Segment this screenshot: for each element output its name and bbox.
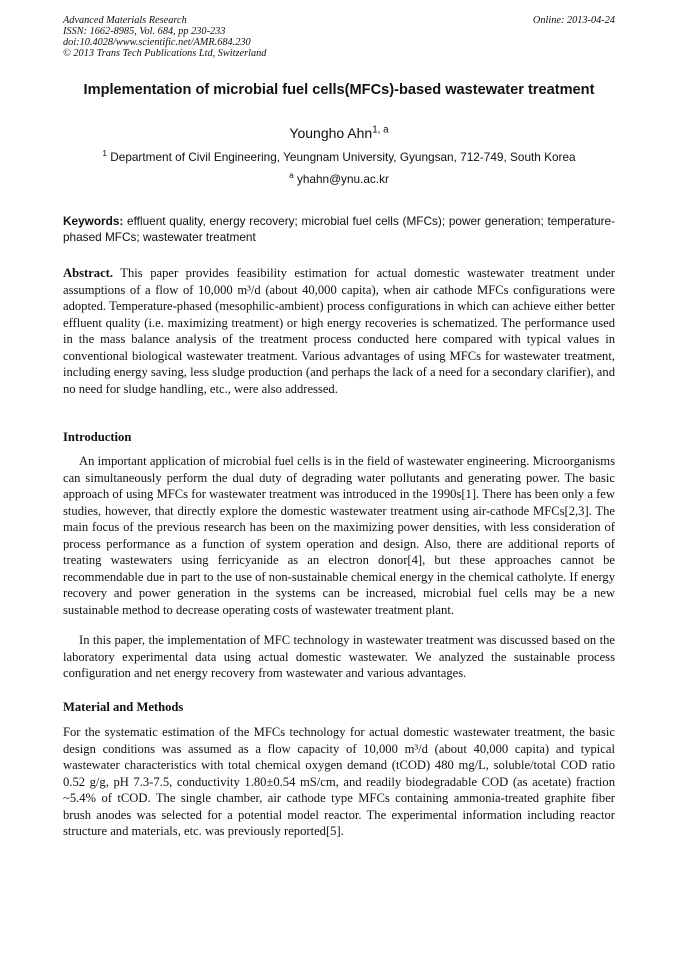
introduction-heading: Introduction xyxy=(63,430,132,444)
methods-paragraph-1: For the systematic estimation of the MFCs technology for actual domestic wastewater treatment, the basic design conditions was assumed as a flow capacity of 10,000 m³/d (about 40,000 capita) and typical wastewater characteristics with total chemical oxygen demand (tCOD) 480 mg/L, soluble/total COD ratio 0.52 g/g, pH 7.3-7.5, conductivity 1.80±0.54 mS/cm, and readily biodegradable COD (as acetate) fraction ~5.4% of tCOD. The single chamber, air cathode type MFCs containing ammonia-treated graphite fiber brush anodes was selected for a potential model reactor. The experimental information including reactor structure and materials, etc. was previously reported[5]. xyxy=(63,725,615,838)
introduction-paragraph-2: In this paper, the implementation of MFC technology in wastewater treatment was discussed based on the laboratory experimental data using actual domestic wastewater. We analyzed the sustainable process configuration and net energy recovery from wastewater and various advantages. xyxy=(63,633,615,680)
affiliation xyxy=(63,150,615,164)
author xyxy=(63,125,615,141)
keywords xyxy=(63,213,615,245)
affiliation-text: Department of Civil Engineering, Yeungnam University, Gyungsan, 712-749, South Korea xyxy=(110,150,576,164)
author-marks: 1, a xyxy=(372,124,389,136)
methods-heading: Material and Methods xyxy=(63,700,184,714)
copyright: © 2013 Trans Tech Publications Ltd, Switzerland xyxy=(63,48,267,59)
paper-title: Implementation of microbial fuel cells(MFCs)-based wastewater treatment xyxy=(83,82,595,98)
affiliation-mark: 1 xyxy=(102,149,107,159)
abstract xyxy=(63,265,615,397)
keywords-label: Keywords: xyxy=(63,214,124,228)
journal-name: Advanced Materials Research xyxy=(63,15,187,26)
online-date: Online: 2013-04-24 xyxy=(532,15,615,26)
author-name: Youngho Ahn xyxy=(289,125,373,141)
introduction-paragraph-1: An important application of microbial fuel cells is in the field of wastewater engineering. Microorganisms can simultaneously perform the dual duty of degrading water pollutants and generating power. The basic approach of using MFCs for wastewater treatment was introduced in the 1990s[1]. There has been only a few studies, however, that directly explore the domestic wastewater treatment using air-cathode MFCs[2,3]. The main focus of the previous research has been on the maximizing power densities, with less consideration of process performance as a function of system operation and design. Also, there are additional reports of treating wastewaters using ferricyanide as an electron donor[4], but these approaches cannot be recommendable due in part to the use of non-sustainable chemical energy in the chemical catholyte. If energy recovery and power generation in the systems can be increased, microbial fuel cells may be a new sustainable method to decrease operating costs of wastewater treatment plant. xyxy=(63,454,615,617)
journal-header xyxy=(63,15,615,59)
abstract-label: Abstract. xyxy=(63,266,114,280)
issn: ISSN: 1662-8985, Vol. 684, pp 230-233 xyxy=(63,26,226,37)
email-address[interactable]: yhahn@ynu.ac.kr xyxy=(296,172,389,186)
keywords-text: effluent quality, energy recovery; microbial fuel cells (MFCs); power generation; temperature-phased MFCs; wastewater treatment xyxy=(63,214,615,244)
email xyxy=(63,172,615,186)
abstract-text: This paper provides feasibility estimation for actual domestic wastewater treatment under assumptions of a flow of 10,000 m³/d (about 40,000 capita), when air cathode MFCs configurations were adopted. Temperature-phased (mesophilic-ambient) process configurations in which can achieve either better effluent quality (i.e. maximizing treatment) or high energy recoveries is schematized. The performance used in the mass balance analysis of the treatment process conducted here compared with typical values in conventional biological wastewater treatment. Various advantages of using MFCs for wastewater treatment, including energy saving, less sludge production (and perhaps the lack of a need for a secondary clarifier), and no need for sludge handling, etc., were also addressed. xyxy=(63,266,616,396)
email-mark: a xyxy=(289,171,294,181)
doi: doi:10.4028/www.scientific.net/AMR.684.230 xyxy=(63,37,251,48)
